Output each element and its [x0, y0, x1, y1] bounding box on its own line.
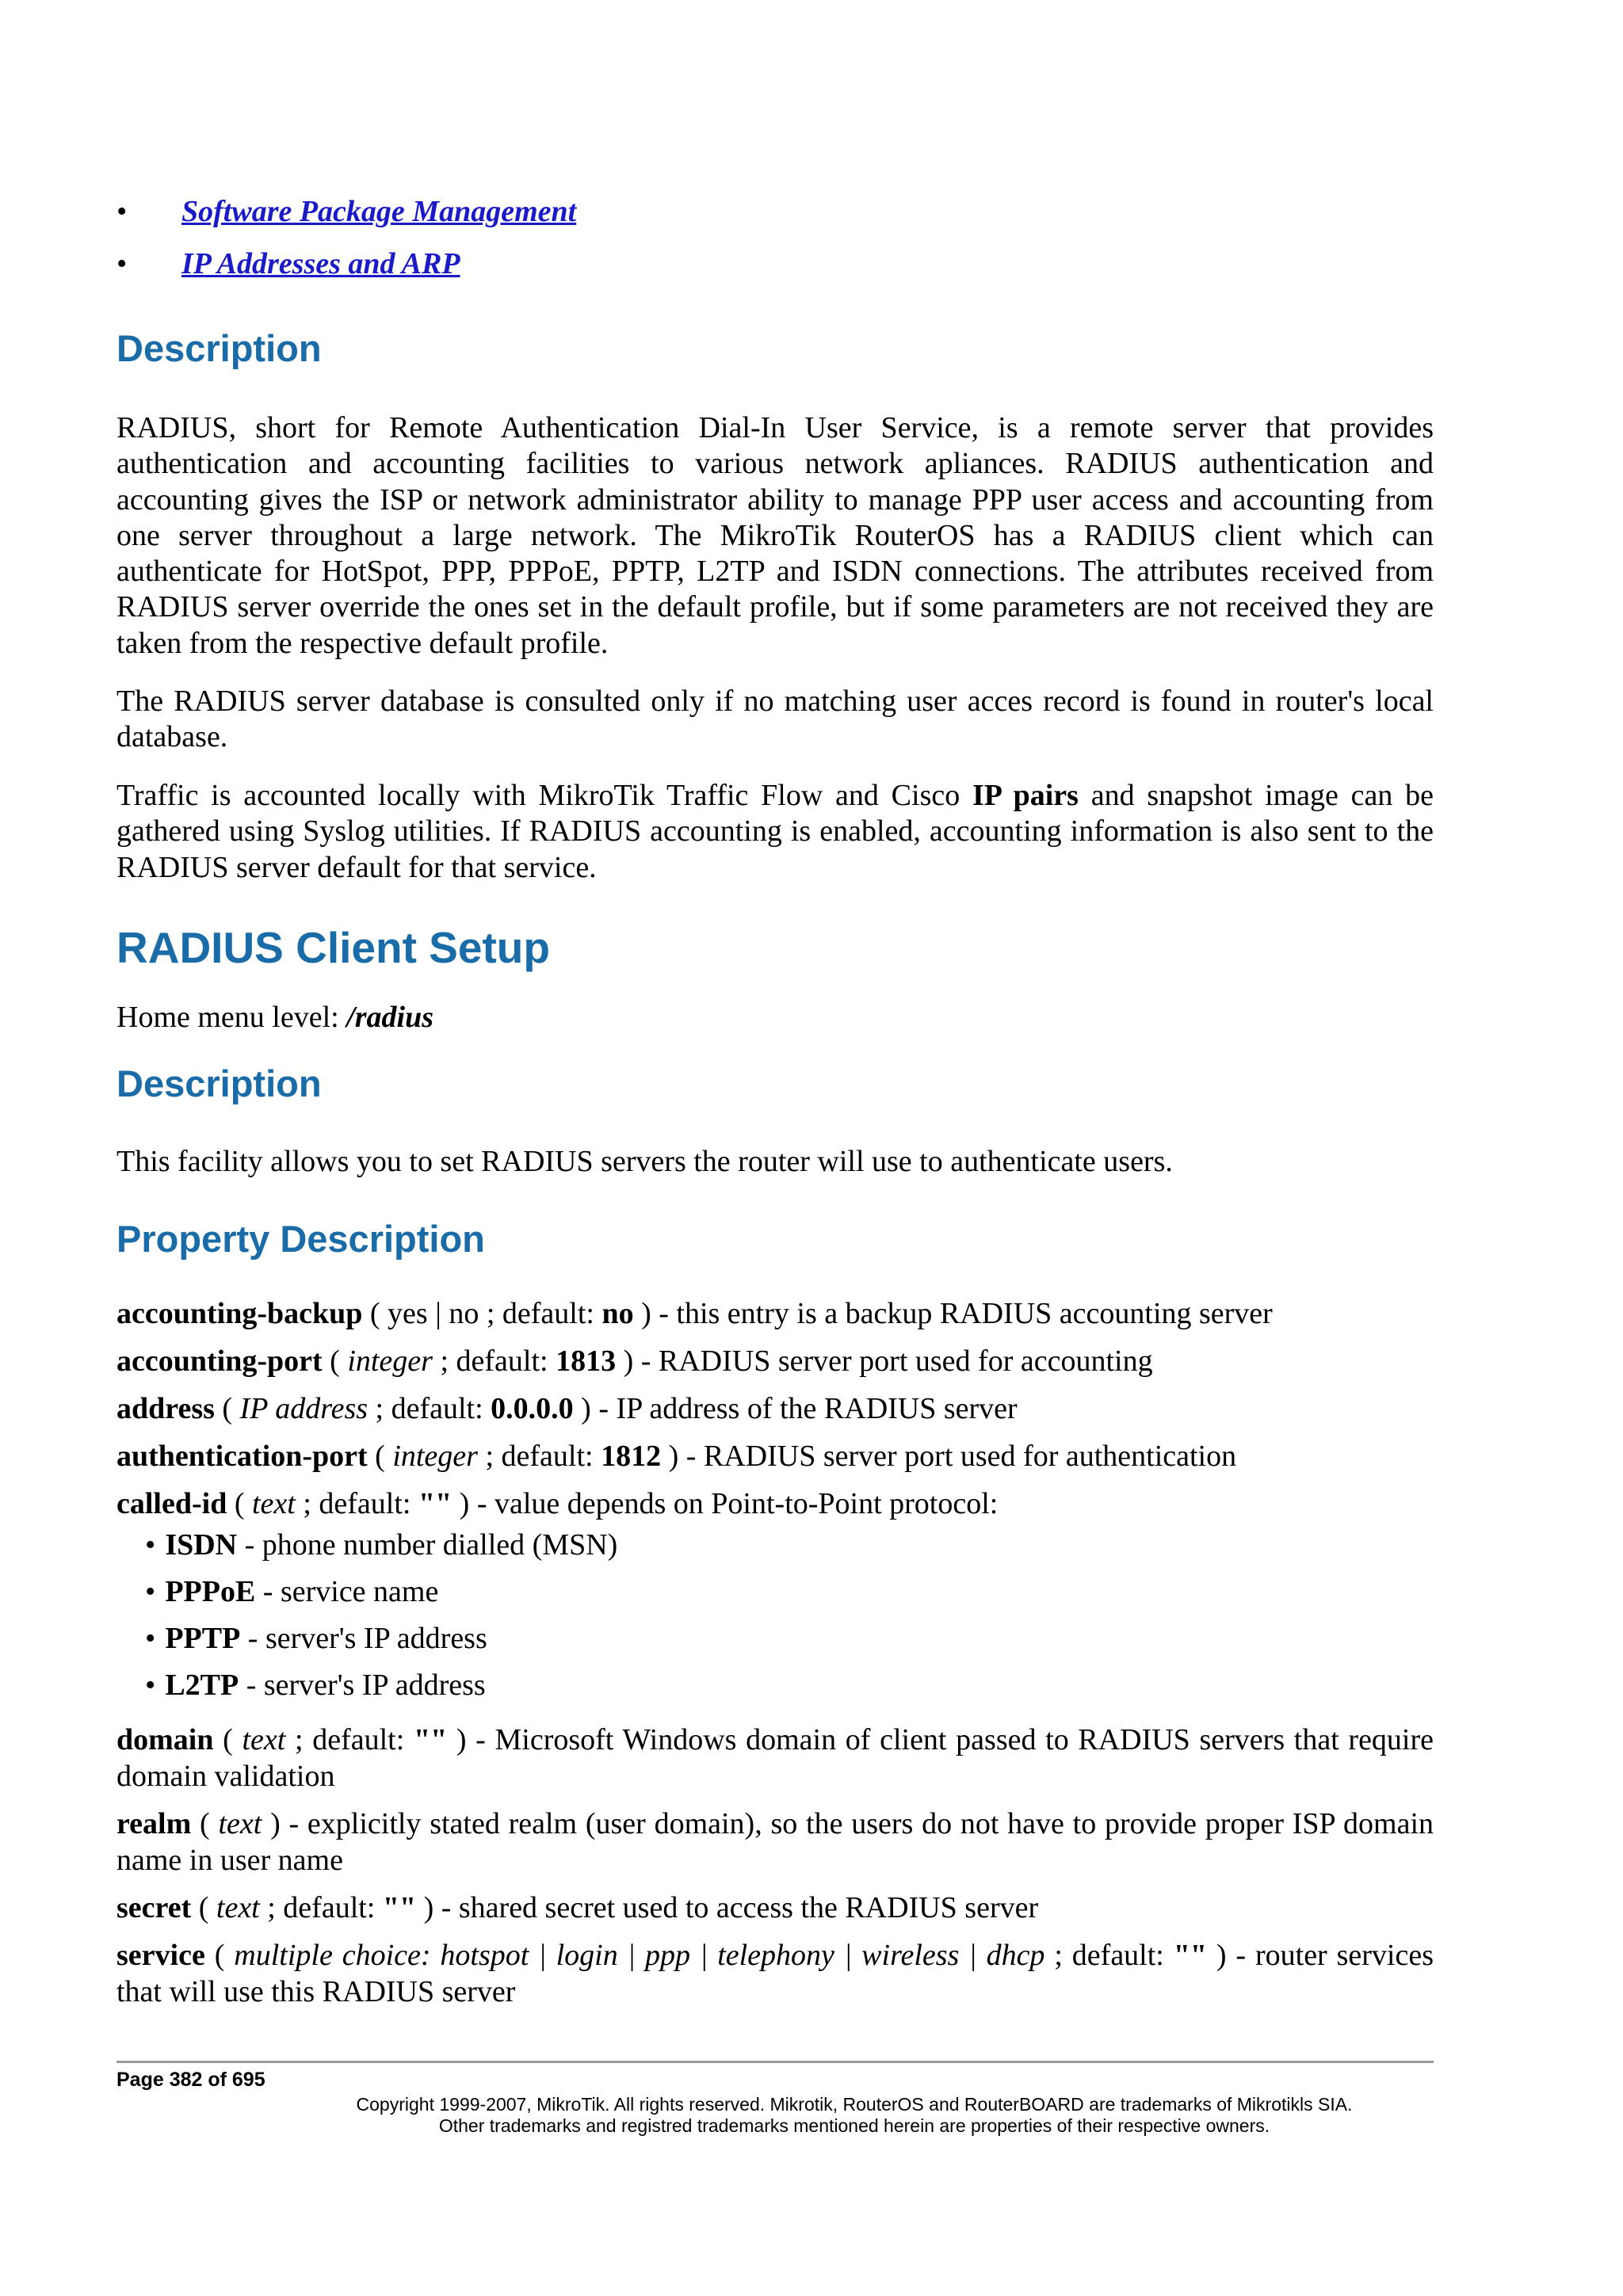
- bullet: •: [116, 247, 128, 280]
- property-called-id: called-id ( text ; default: "" ) - value depends on Point-to-Point protocol:: [116, 1487, 999, 1520]
- property-domain: domain ( text ; default: "" ) - Microsoft Windows domain of client passed to RADIUS servers that require domain validation: [116, 1723, 1434, 1793]
- property-authentication-port: authentication-port ( integer ; default: 1812 ) - RADIUS server port used for authentication: [116, 1440, 1237, 1473]
- called-id-item-pptp: • PPTP - server's IP address: [145, 1622, 487, 1655]
- description-heading: Description: [116, 327, 322, 369]
- page-number: Page 382 of 695: [116, 2069, 265, 2091]
- called-id-item-pppoe: • PPPoE - service name: [145, 1575, 439, 1608]
- property-secret: secret ( text ; default: "" ) - shared secret used to access the RADIUS server: [116, 1891, 1039, 1924]
- ip-pairs-term: IP pairs: [972, 779, 1079, 812]
- copyright-line-1: Copyright 1999-2007, MikroTik. All rights reserved. Mikrotik, RouterOS and RouterBOARD are trademarks of Mikrotikls SIA.: [356, 2094, 1353, 2115]
- property-accounting-backup: accounting-backup ( yes | no ; default: no ) - this entry is a backup RADIUS accounting server: [116, 1297, 1273, 1330]
- copyright-notice: [116, 2094, 1434, 2137]
- link-ip-addresses-and-arp[interactable]: IP Addresses and ARP: [181, 247, 460, 280]
- property-service: service ( multiple choice: hotspot | login | ppp | telephony | wireless | dhcp ; default: "" ) - router services that will use this RADIUS server: [116, 1939, 1434, 2008]
- menu-path: /radius: [346, 1001, 434, 1034]
- list-item: [116, 249, 576, 301]
- property-accounting-port: accounting-port ( integer ; default: 1813 ) - RADIUS server port used for accounting: [116, 1344, 1153, 1378]
- property-address: address ( IP address ; default: 0.0.0.0 ) - IP address of the RADIUS server: [116, 1392, 1018, 1425]
- description-paragraph-3: Traffic is accounted locally with MikroTik Traffic Flow and Cisco IP pairs and snapshot image can be gathered using Syslog utilities. If RADIUS accounting is enabled, accounting information is also sent to the RADIUS server default for that service.: [116, 779, 1434, 884]
- copyright-line-2: Other trademarks and registred trademarks mentioned herein are properties of their respective owners.: [438, 2115, 1270, 2136]
- facility-description: This facility allows you to set RADIUS servers the router will use to authenticate users.: [116, 1145, 1173, 1178]
- link-software-package-management[interactable]: Software Package Management: [181, 195, 577, 228]
- radius-client-setup-heading: RADIUS Client Setup: [116, 923, 550, 972]
- related-links: [116, 196, 576, 301]
- description-paragraph-2: The RADIUS server database is consulted only if no matching user acces record is found in router's local database.: [116, 685, 1434, 754]
- home-menu-level: Home menu level: /radius: [116, 1001, 434, 1034]
- footer-divider: [116, 2061, 1434, 2063]
- property-description-heading: Property Description: [116, 1218, 485, 1260]
- list-item: [116, 196, 576, 249]
- called-id-item-isdn: • ISDN - phone number dialled (MSN): [145, 1528, 618, 1562]
- property-realm: realm ( text ) - explicitly stated realm (user domain), so the users do not have to provide proper ISP domain name in user name: [116, 1807, 1434, 1877]
- description-paragraph-1: RADIUS, short for Remote Authentication Dial-In User Service, is a remote server that provides authentication and accounting facilities to various network apliances. RADIUS authentication and accounting gives the ISP or network administrator ability to manage PPP user access and accounting from one server throughout a large network. The MikroTik RouterOS has a RADIUS client which can authenticate for HotSpot, PPP, PPPoE, PPTP, L2TP and ISDN connections. The attributes received from RADIUS server override the ones set in the default profile, but if some parameters are not received they are taken from the respective default profile.: [116, 411, 1434, 660]
- bullet: •: [116, 195, 128, 228]
- called-id-item-l2tp: • L2TP - server's IP address: [145, 1669, 486, 1702]
- description-heading-2: Description: [116, 1062, 322, 1104]
